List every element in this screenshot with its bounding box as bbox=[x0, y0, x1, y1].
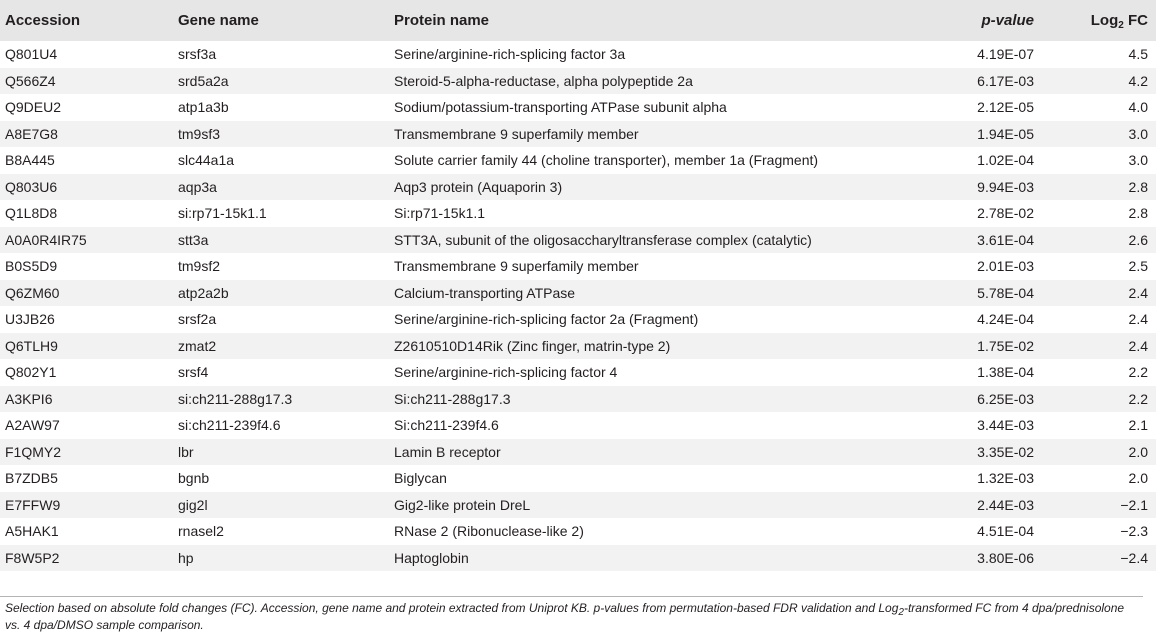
cell-log2-fc: 2.6 bbox=[1128, 231, 1148, 248]
cell-accession: Q801U4 bbox=[5, 46, 58, 63]
cell-accession: A5HAK1 bbox=[5, 523, 59, 540]
cell-gene-name: srsf3a bbox=[178, 46, 217, 63]
cell-p-value: 3.44E-03 bbox=[977, 417, 1034, 434]
table-header bbox=[0, 0, 1156, 41]
cell-log2-fc: 2.8 bbox=[1128, 178, 1148, 195]
cell-protein-name: Solute carrier family 44 (choline transporter), member 1a (Fragment) bbox=[394, 152, 819, 169]
table-row bbox=[0, 227, 1156, 254]
cell-protein-name: Lamin B receptor bbox=[394, 443, 501, 460]
cell-log2-fc: −2.3 bbox=[1120, 523, 1148, 540]
cell-gene-name: tm9sf2 bbox=[178, 258, 221, 275]
cell-protein-name: Serine/arginine-rich-splicing factor 3a bbox=[394, 46, 626, 63]
footnote-subscript: 2 bbox=[898, 607, 904, 618]
cell-gene-name: srsf2a bbox=[178, 311, 217, 328]
cell-gene-name: srd5a2a bbox=[178, 72, 229, 89]
header-fc-label: FC bbox=[1123, 12, 1148, 29]
cell-log2-fc: 2.2 bbox=[1128, 364, 1148, 381]
cell-accession: Q566Z4 bbox=[5, 72, 56, 89]
table-row bbox=[0, 280, 1156, 307]
cell-log2-fc: 4.2 bbox=[1128, 72, 1148, 89]
footnote-text-part2: -transformed FC from 4 dpa/prednisolone vs. 4 dpa/DMSO sample comparison. bbox=[5, 601, 1125, 632]
header-protein-name: Protein name bbox=[394, 12, 490, 29]
cell-gene-name: slc44a1a bbox=[178, 152, 235, 169]
cell-gene-name: atp2a2b bbox=[178, 284, 229, 301]
table-row bbox=[0, 147, 1156, 174]
table-row bbox=[0, 94, 1156, 121]
cell-gene-name: si:rp71-15k1.1 bbox=[178, 205, 267, 222]
cell-p-value: 9.94E-03 bbox=[977, 178, 1034, 195]
cell-accession: Q6ZM60 bbox=[5, 284, 60, 301]
cell-p-value: 1.75E-02 bbox=[977, 337, 1034, 354]
cell-p-value: 2.78E-02 bbox=[977, 205, 1034, 222]
cell-gene-name: rnasel2 bbox=[178, 523, 224, 540]
table-row bbox=[0, 359, 1156, 386]
cell-p-value: 3.80E-06 bbox=[977, 549, 1034, 566]
cell-p-value: 2.01E-03 bbox=[977, 258, 1034, 275]
cell-protein-name: Serine/arginine-rich-splicing factor 2a (Fragment) bbox=[394, 311, 699, 328]
cell-log2-fc: −2.1 bbox=[1120, 496, 1148, 513]
cell-p-value: 1.32E-03 bbox=[977, 470, 1034, 487]
cell-protein-name: Haptoglobin bbox=[394, 549, 469, 566]
header-p-value-italic: p bbox=[981, 12, 991, 29]
cell-gene-name: hp bbox=[178, 549, 194, 566]
table-row bbox=[0, 121, 1156, 148]
cell-log2-fc: 2.1 bbox=[1128, 417, 1148, 434]
cell-p-value: 2.44E-03 bbox=[977, 496, 1034, 513]
cell-p-value: 1.38E-04 bbox=[977, 364, 1034, 381]
table-row bbox=[0, 333, 1156, 360]
cell-log2-fc: 2.8 bbox=[1128, 205, 1148, 222]
cell-protein-name: Transmembrane 9 superfamily member bbox=[394, 125, 639, 142]
cell-accession: Q803U6 bbox=[5, 178, 58, 195]
cell-accession: Q1L8D8 bbox=[5, 205, 58, 222]
table-body bbox=[0, 41, 1156, 571]
cell-gene-name: bgnb bbox=[178, 470, 210, 487]
header-p-value-rest: -value bbox=[990, 12, 1034, 29]
header-fc-log: Log bbox=[1090, 12, 1119, 29]
cell-protein-name: Calcium-transporting ATPase bbox=[394, 284, 576, 301]
cell-protein-name: Si:rp71-15k1.1 bbox=[394, 205, 486, 222]
cell-log2-fc: 4.0 bbox=[1128, 99, 1148, 116]
cell-protein-name: Gig2-like protein DreL bbox=[394, 496, 531, 513]
cell-log2-fc: 2.4 bbox=[1128, 284, 1148, 301]
cell-accession: A2AW97 bbox=[5, 417, 60, 434]
cell-log2-fc: 2.0 bbox=[1128, 443, 1148, 460]
header-accession: Accession bbox=[5, 12, 81, 29]
cell-p-value: 6.25E-03 bbox=[977, 390, 1034, 407]
cell-protein-name: Sodium/potassium-transporting ATPase subunit alpha bbox=[394, 99, 727, 116]
cell-gene-name: lbr bbox=[178, 443, 194, 460]
cell-accession: F1QMY2 bbox=[5, 443, 62, 460]
cell-accession: B0S5D9 bbox=[5, 258, 58, 275]
cell-accession: B8A445 bbox=[5, 152, 55, 169]
cell-protein-name: Transmembrane 9 superfamily member bbox=[394, 258, 639, 275]
cell-p-value: 4.19E-07 bbox=[977, 46, 1034, 63]
cell-protein-name: RNase 2 (Ribonuclease-like 2) bbox=[394, 523, 584, 540]
cell-protein-name: Serine/arginine-rich-splicing factor 4 bbox=[394, 364, 618, 381]
header-row bbox=[0, 0, 1156, 41]
cell-p-value: 1.94E-05 bbox=[977, 125, 1034, 142]
cell-log2-fc: 2.2 bbox=[1128, 390, 1148, 407]
cell-accession: A8E7G8 bbox=[5, 125, 58, 142]
cell-p-value: 4.24E-04 bbox=[977, 311, 1034, 328]
cell-accession: F8W5P2 bbox=[5, 549, 60, 566]
cell-log2-fc: 2.4 bbox=[1128, 311, 1148, 328]
cell-gene-name: si:ch211-239f4.6 bbox=[178, 417, 281, 434]
cell-gene-name: stt3a bbox=[178, 231, 209, 248]
cell-protein-name: Steroid-5-alpha-reductase, alpha polypeptide 2a bbox=[394, 72, 693, 89]
cell-gene-name: zmat2 bbox=[178, 337, 217, 354]
cell-gene-name: srsf4 bbox=[178, 364, 209, 381]
cell-accession: E7FFW9 bbox=[5, 496, 61, 513]
table-row bbox=[0, 439, 1156, 466]
cell-p-value: 5.78E-04 bbox=[977, 284, 1034, 301]
cell-gene-name: atp1a3b bbox=[178, 99, 229, 116]
cell-gene-name: si:ch211-288g17.3 bbox=[178, 390, 293, 407]
cell-accession: Q802Y1 bbox=[5, 364, 57, 381]
table-row bbox=[0, 68, 1156, 95]
cell-log2-fc: 2.0 bbox=[1128, 470, 1148, 487]
cell-p-value: 2.12E-05 bbox=[977, 99, 1034, 116]
table-row bbox=[0, 492, 1156, 519]
cell-p-value: 3.35E-02 bbox=[977, 443, 1034, 460]
cell-gene-name: aqp3a bbox=[178, 178, 217, 195]
header-fc-subscript: 2 bbox=[1118, 20, 1124, 31]
cell-p-value: 6.17E-03 bbox=[977, 72, 1034, 89]
table-row bbox=[0, 200, 1156, 227]
cell-accession: U3JB26 bbox=[5, 311, 55, 328]
header-p-value bbox=[862, 0, 1034, 41]
table-row bbox=[0, 518, 1156, 545]
footnote-text-part1: Selection based on absolute fold changes (FC). Accession, gene name and protein extracted from Uniprot KB. p-values from permutation-based FDR validation and Log bbox=[5, 601, 899, 615]
cell-log2-fc: 2.4 bbox=[1128, 337, 1148, 354]
cell-protein-name: Aqp3 protein (Aquaporin 3) bbox=[394, 178, 563, 195]
cell-protein-name: Si:ch211-239f4.6 bbox=[394, 417, 499, 434]
cell-accession: Q9DEU2 bbox=[5, 99, 62, 116]
table-row bbox=[0, 412, 1156, 439]
table-footnote bbox=[5, 600, 1140, 634]
cell-log2-fc: 3.0 bbox=[1128, 125, 1148, 142]
cell-log2-fc: 2.5 bbox=[1128, 258, 1148, 275]
cell-p-value: 3.61E-04 bbox=[977, 231, 1034, 248]
header-log2-fc bbox=[1034, 0, 1156, 41]
header-gene-name: Gene name bbox=[178, 12, 259, 29]
table-row bbox=[0, 253, 1156, 280]
cell-protein-name: Z2610510D14Rik (Zinc finger, matrin-type 2) bbox=[394, 337, 671, 354]
cell-gene-name: gig2l bbox=[178, 496, 208, 513]
cell-log2-fc: 3.0 bbox=[1128, 152, 1148, 169]
table-row bbox=[0, 465, 1156, 492]
table-row bbox=[0, 306, 1156, 333]
cell-accession: Q6TLH9 bbox=[5, 337, 58, 354]
cell-protein-name: STT3A, subunit of the oligosaccharyltransferase complex (catalytic) bbox=[394, 231, 812, 248]
table-row bbox=[0, 174, 1156, 201]
table-bottom-rule bbox=[0, 596, 1143, 597]
cell-p-value: 1.02E-04 bbox=[977, 152, 1034, 169]
cell-protein-name: Biglycan bbox=[394, 470, 447, 487]
table-row bbox=[0, 386, 1156, 413]
cell-accession: A3KPI6 bbox=[5, 390, 53, 407]
cell-accession: A0A0R4IR75 bbox=[5, 231, 87, 248]
table-row bbox=[0, 545, 1156, 572]
cell-gene-name: tm9sf3 bbox=[178, 125, 221, 142]
cell-log2-fc: 4.5 bbox=[1128, 46, 1148, 63]
cell-log2-fc: −2.4 bbox=[1120, 549, 1148, 566]
cell-accession: B7ZDB5 bbox=[5, 470, 58, 487]
table-row bbox=[0, 41, 1156, 68]
cell-protein-name: Si:ch211-288g17.3 bbox=[394, 390, 511, 407]
cell-p-value: 4.51E-04 bbox=[977, 523, 1034, 540]
